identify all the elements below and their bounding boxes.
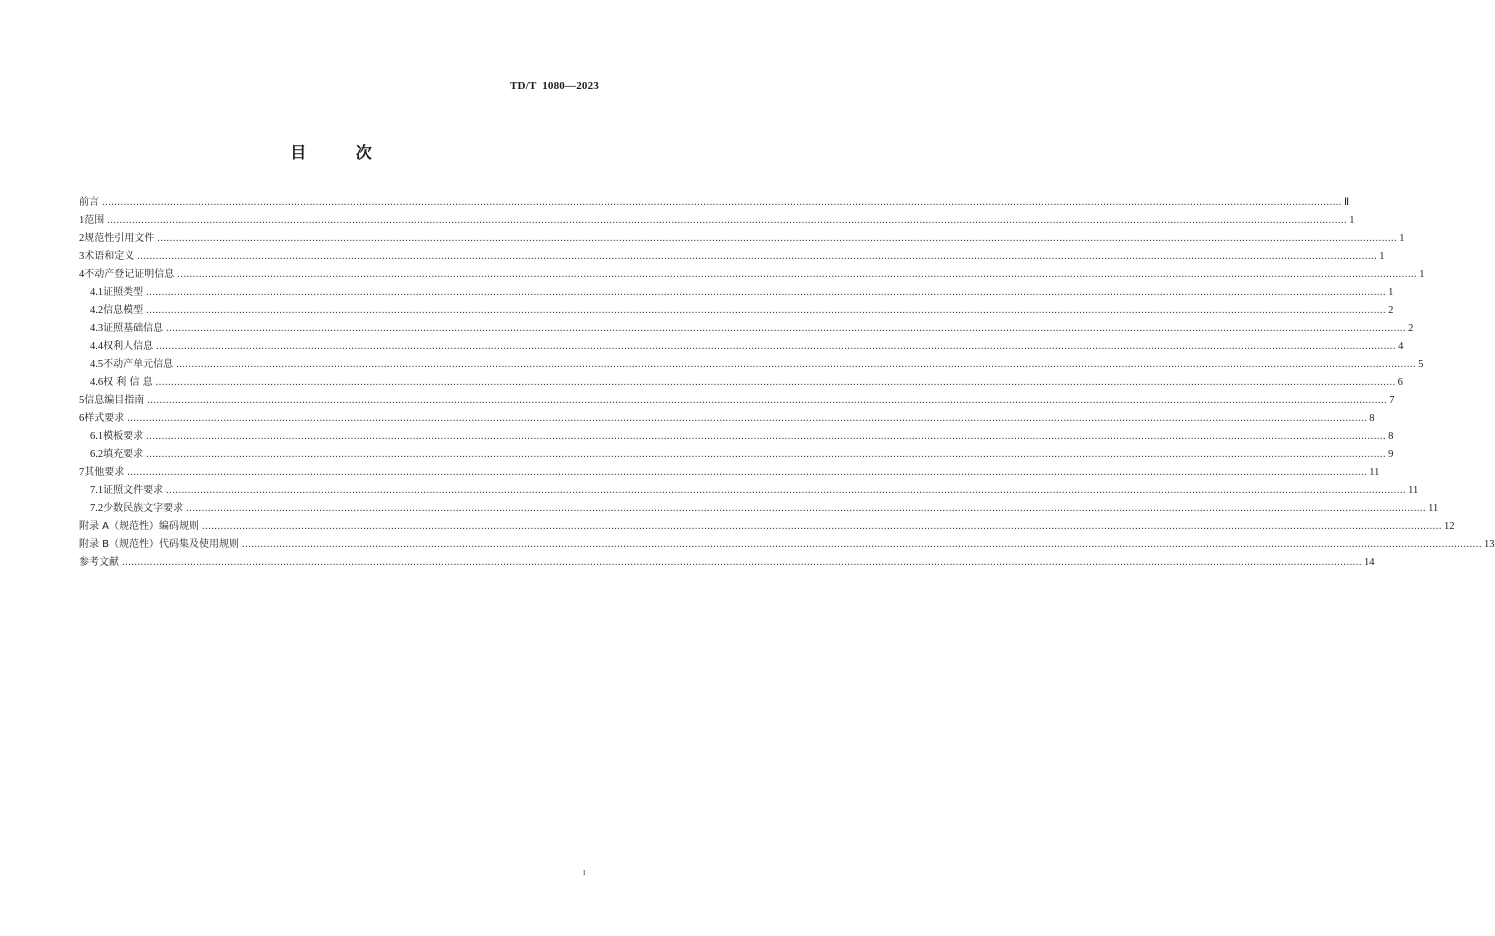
- toc-dot-leader: ................................................................................................................................................................................................................................................................................................................................................................................................................: [137, 251, 1378, 262]
- toc-entry[interactable]: [79, 374, 1403, 392]
- toc-dot-leader: ................................................................................................................................................................................................................................................................................................................................................................................................................: [155, 377, 1396, 388]
- toc-entry[interactable]: [79, 284, 1394, 302]
- toc-entry-number: 2: [79, 233, 85, 244]
- toc-entry[interactable]: [79, 446, 1394, 464]
- toc-entry-number: 6.2: [90, 449, 104, 460]
- toc-entry-page: 1: [1399, 233, 1405, 244]
- toc-entry-number: 3: [79, 251, 85, 262]
- toc-entry-number: 7.2: [90, 503, 104, 514]
- toc-entry[interactable]: [79, 554, 1375, 572]
- toc-entry-label: 前言: [79, 197, 99, 208]
- toc-entry-page: 9: [1388, 449, 1394, 460]
- toc-entry-label: 样式要求: [84, 413, 125, 424]
- toc-entry-page: 1: [1419, 269, 1425, 280]
- toc-entry-number: 5: [79, 395, 85, 406]
- toc-dot-leader: ................................................................................................................................................................................................................................................................................................................................................................................................................: [146, 305, 1387, 316]
- toc-entry-page: 11: [1428, 503, 1439, 514]
- toc-dot-leader: ................................................................................................................................................................................................................................................................................................................................................................................................................: [146, 449, 1387, 460]
- toc-dot-leader: ................................................................................................................................................................................................................................................................................................................................................................................................................: [147, 395, 1388, 406]
- toc-entry-label: 证照文件要求: [103, 485, 164, 496]
- toc-entry-label: 附录 A（规范性）编码规则: [79, 521, 200, 532]
- toc-dot-leader: ................................................................................................................................................................................................................................................................................................................................................................................................................: [177, 269, 1418, 280]
- toc-entry-page: 2: [1388, 305, 1394, 316]
- toc-entry[interactable]: [79, 212, 1355, 230]
- toc-dot-leader: ................................................................................................................................................................................................................................................................................................................................................................................................................: [127, 413, 1368, 424]
- toc-entry[interactable]: [79, 338, 1404, 356]
- toc-entry[interactable]: [79, 464, 1380, 482]
- toc-entry-label: 信息编目指南: [84, 395, 145, 406]
- toc-dot-leader: ................................................................................................................................................................................................................................................................................................................................................................................................................: [157, 233, 1398, 244]
- toc-entry-label: 填充要求: [103, 449, 144, 460]
- toc-entry[interactable]: [79, 536, 1495, 554]
- toc-entry-page: 8: [1369, 413, 1375, 424]
- table-of-contents: [79, 194, 1495, 572]
- toc-entry[interactable]: [79, 248, 1385, 266]
- toc-entry-page: 1: [1349, 215, 1355, 226]
- toc-entry-page: 14: [1364, 557, 1375, 568]
- toc-entry-label: 规范性引用文件: [84, 233, 155, 244]
- toc-entry-page: 11: [1369, 467, 1380, 478]
- toc-entry-label: 权利人信息: [103, 341, 154, 352]
- toc-entry-number: 1: [79, 215, 85, 226]
- toc-entry[interactable]: [79, 410, 1375, 428]
- footer-page-number: I: [583, 869, 586, 877]
- toc-entry-label: 少数民族文字要求: [103, 503, 184, 514]
- toc-dot-leader: ................................................................................................................................................................................................................................................................................................................................................................................................................: [156, 341, 1397, 352]
- toc-entry-label: 其他要求: [84, 467, 125, 478]
- toc-entry-label: 证照类型: [103, 287, 144, 298]
- toc-entry-label: 模板要求: [103, 431, 144, 442]
- toc-entry-number: 4.6: [90, 377, 104, 388]
- toc-dot-leader: ................................................................................................................................................................................................................................................................................................................................................................................................................: [146, 431, 1387, 442]
- toc-entry-label: 范围: [84, 215, 105, 226]
- toc-entry-number: 4.1: [90, 287, 104, 298]
- toc-entry[interactable]: [79, 320, 1414, 338]
- toc-entry-number: 4: [79, 269, 85, 280]
- toc-entry-page: Ⅱ: [1344, 197, 1350, 208]
- toc-entry-page: 13: [1484, 539, 1495, 550]
- toc-entry[interactable]: [79, 500, 1439, 518]
- toc-entry[interactable]: [79, 518, 1455, 536]
- toc-entry-number: 6.1: [90, 431, 104, 442]
- toc-entry-number: 7.1: [90, 485, 104, 496]
- toc-entry[interactable]: [79, 356, 1424, 374]
- toc-entry-page: 4: [1398, 341, 1404, 352]
- toc-entry-page: 5: [1418, 359, 1424, 370]
- toc-dot-leader: ................................................................................................................................................................................................................................................................................................................................................................................................................: [166, 485, 1407, 496]
- toc-dot-leader: ................................................................................................................................................................................................................................................................................................................................................................................................................: [242, 539, 1483, 550]
- toc-entry[interactable]: [79, 482, 1419, 500]
- toc-entry[interactable]: [79, 428, 1394, 446]
- toc-entry-number: 6: [79, 413, 85, 424]
- toc-entry-label: 证照基础信息: [103, 323, 164, 334]
- toc-dot-leader: ................................................................................................................................................................................................................................................................................................................................................................................................................: [146, 287, 1387, 298]
- toc-entry-page: 6: [1397, 377, 1403, 388]
- toc-dot-leader: ................................................................................................................................................................................................................................................................................................................................................................................................................: [186, 503, 1427, 514]
- toc-entry-label: 权 利 信 息: [103, 377, 153, 388]
- toc-entry-page: 8: [1388, 431, 1394, 442]
- toc-dot-leader: ................................................................................................................................................................................................................................................................................................................................................................................................................: [107, 215, 1348, 226]
- toc-entry-page: 7: [1389, 395, 1395, 406]
- toc-entry-page: 12: [1444, 521, 1455, 532]
- toc-entry-page: 1: [1388, 287, 1394, 298]
- toc-entry-label: 参考文献: [79, 557, 119, 568]
- toc-entry-page: 11: [1408, 485, 1419, 496]
- toc-entry-label: 信息模型: [103, 305, 144, 316]
- toc-entry-page: 1: [1379, 251, 1385, 262]
- toc-entry-label: 不动产登记证明信息: [84, 269, 175, 280]
- toc-entry-label: 术语和定义: [84, 251, 135, 262]
- toc-entry[interactable]: [79, 230, 1405, 248]
- page-title: 目 次: [290, 143, 394, 162]
- standard-code: TD/T 1080—2023: [510, 80, 599, 92]
- toc-entry[interactable]: [79, 266, 1425, 284]
- toc-dot-leader: ................................................................................................................................................................................................................................................................................................................................................................................................................: [202, 521, 1443, 532]
- toc-dot-leader: ................................................................................................................................................................................................................................................................................................................................................................................................................: [122, 557, 1362, 568]
- toc-dot-leader: ................................................................................................................................................................................................................................................................................................................................................................................................................: [102, 197, 1342, 208]
- toc-entry[interactable]: [79, 194, 1350, 212]
- toc-entry-label: 不动产单元信息: [103, 359, 174, 370]
- toc-entry-number: 4.2: [90, 305, 104, 316]
- toc-entry-number: 7: [79, 467, 85, 478]
- toc-entry-label: 附录 B（规范性）代码集及使用规则: [79, 539, 240, 550]
- toc-dot-leader: ................................................................................................................................................................................................................................................................................................................................................................................................................: [127, 467, 1368, 478]
- toc-entry-number: 4.3: [90, 323, 104, 334]
- toc-entry-number: 4.4: [90, 341, 104, 352]
- toc-entry-page: 2: [1408, 323, 1414, 334]
- toc-entry-number: 4.5: [90, 359, 104, 370]
- toc-entry[interactable]: [79, 302, 1394, 320]
- toc-dot-leader: ................................................................................................................................................................................................................................................................................................................................................................................................................: [166, 323, 1407, 334]
- toc-dot-leader: ................................................................................................................................................................................................................................................................................................................................................................................................................: [176, 359, 1417, 370]
- toc-entry[interactable]: [79, 392, 1395, 410]
